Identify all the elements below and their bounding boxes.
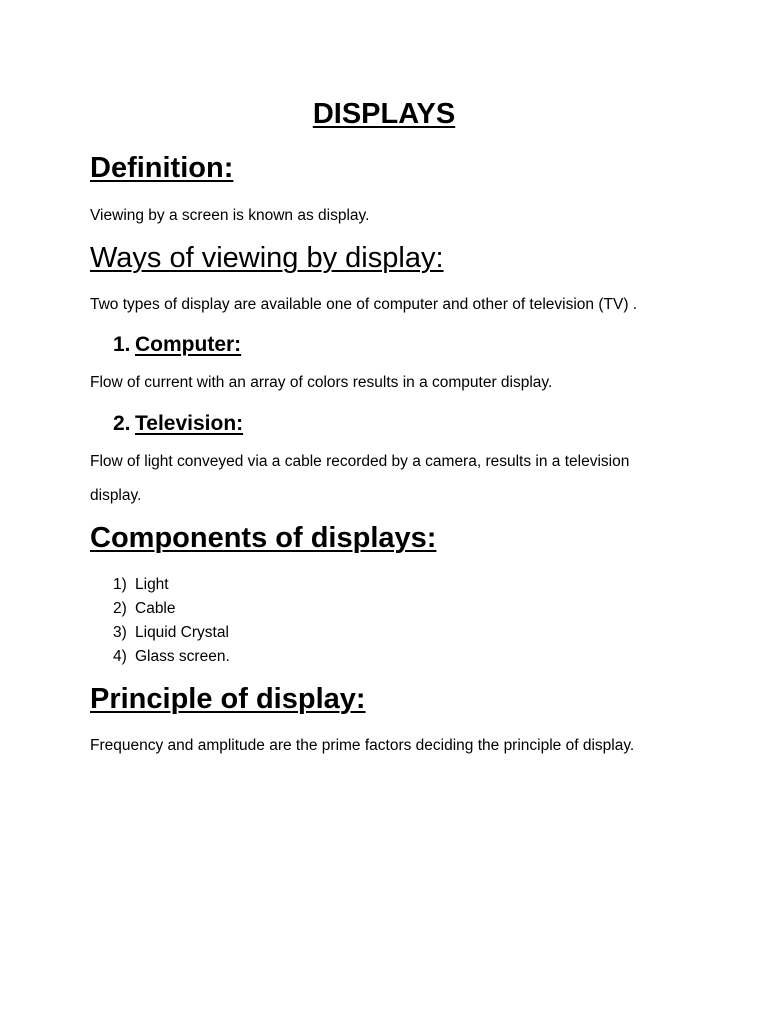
components-heading: Components of displays: <box>90 522 437 554</box>
computer-number: 1. <box>113 333 131 356</box>
principle-heading: Principle of display: <box>90 683 366 715</box>
television-label: Television: <box>135 412 244 435</box>
list-item <box>113 624 229 642</box>
list-item <box>113 648 230 666</box>
principle-text: Frequency and amplitude are the prime factors deciding the principle of display. <box>90 737 635 754</box>
ways-text: Two types of display are available one of computer and other of television (TV) . <box>90 296 638 313</box>
list-item-number: 4) <box>113 648 127 665</box>
definition-heading: Definition: <box>90 152 234 184</box>
list-item-label: Glass screen. <box>135 648 230 665</box>
list-item-label: Liquid Crystal <box>135 624 229 641</box>
definition-text: Viewing by a screen is known as display. <box>90 207 370 224</box>
list-item-number: 2) <box>113 600 127 617</box>
ways-heading: Ways of viewing by display: <box>90 242 444 274</box>
computer-label: Computer: <box>135 333 242 356</box>
television-subheading <box>113 412 243 436</box>
computer-subheading <box>113 333 241 357</box>
television-text-line2: display. <box>90 487 142 504</box>
list-item-label: Cable <box>135 600 176 617</box>
computer-text: Flow of current with an array of colors results in a computer display. <box>90 374 553 391</box>
television-text-line1: Flow of light conveyed via a cable recorded by a camera, results in a television <box>90 453 630 470</box>
list-item <box>113 576 169 594</box>
document-title: DISPLAYS <box>312 98 456 130</box>
list-item <box>113 600 176 618</box>
television-number: 2. <box>113 412 131 435</box>
list-item-number: 1) <box>113 576 127 593</box>
list-item-label: Light <box>135 576 169 593</box>
list-item-number: 3) <box>113 624 127 641</box>
